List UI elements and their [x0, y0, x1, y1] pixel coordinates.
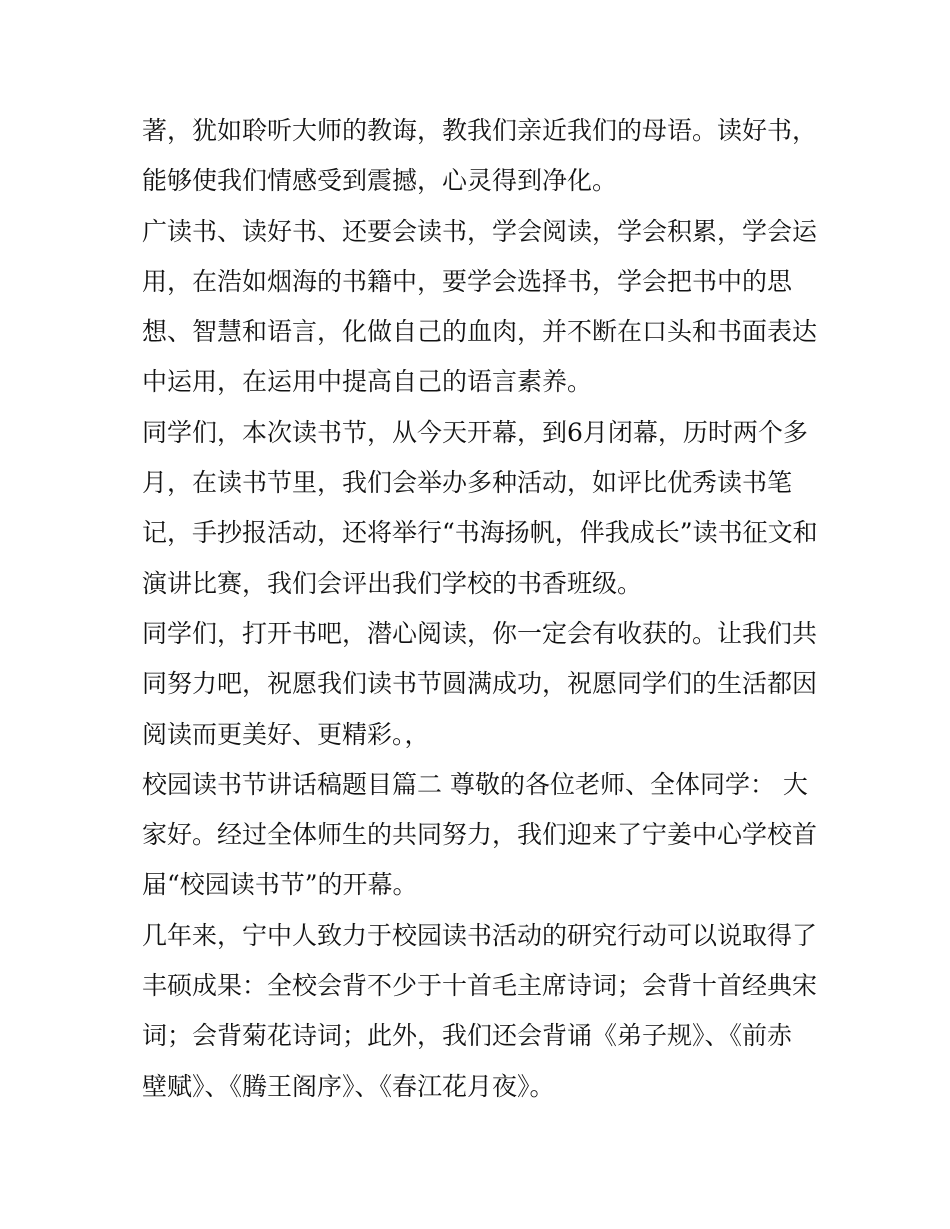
text-line: 月，在读书节里，我们会举办多种活动，如评比优秀读书笔 — [142, 468, 793, 498]
text-line: 同努力吧，祝愿我们读书节圆满成功，祝愿同学们的生活都因 — [142, 669, 818, 699]
text-line: 几年来，宁中人致力于校园读书活动的研究行动可以说取得了 — [142, 920, 818, 950]
text-line: 用，在浩如烟海的书籍中，要学会选择书，学会把书中的思 — [142, 266, 793, 296]
document-body-text — [142, 106, 822, 1112]
text-line: 壁赋》、《腾王阁序》、《春江花月夜》。 — [142, 1071, 555, 1101]
text-line: 阅读而更美好、更精彩。， — [142, 719, 430, 749]
text-line: 能够使我们情感受到震撼，心灵得到净化。 — [142, 166, 618, 196]
text-line: 中运用，在运用中提高自己的语言素养。 — [142, 367, 593, 397]
text-line: 丰硕成果：全校会背不少于十首毛主席诗词；会背十首经典宋 — [142, 971, 818, 1001]
text-line: 同学们，本次读书节，从今天开幕，到6月闭幕，历时两个多 — [142, 417, 808, 447]
text-line: 演讲比赛，我们会评出我们学校的书香班级。 — [142, 568, 643, 598]
text-line: 想、智慧和语言，化做自己的血肉，并不断在口头和书面表达 — [142, 317, 818, 347]
text-line: 家好。经过全体师生的共同努力，我们迎来了宁姜中心学校首 — [142, 820, 818, 850]
text-line: 校园读书节讲话稿题目篇二 尊敬的各位老师、全体同学： 大 — [142, 769, 808, 799]
text-line: 届“校园读书节”的开幕。 — [142, 870, 418, 900]
text-line: 词；会背菊花诗词；此外，我们还会背诵《弟子规》、《前赤 — [142, 1021, 793, 1051]
text-line: 广读书、读好书、还要会读书，学会阅读，学会积累，学会运 — [142, 216, 818, 246]
text-line: 同学们，打开书吧，潜心阅读，你一定会有收获的。让我们共 — [142, 618, 818, 648]
text-line: 著，犹如聆听大师的教诲，教我们亲近我们的母语。读好书， — [142, 116, 818, 145]
text-line: 记，手抄报活动，还将举行“书海扬帆，伴我成长”读书征文和 — [142, 518, 818, 548]
